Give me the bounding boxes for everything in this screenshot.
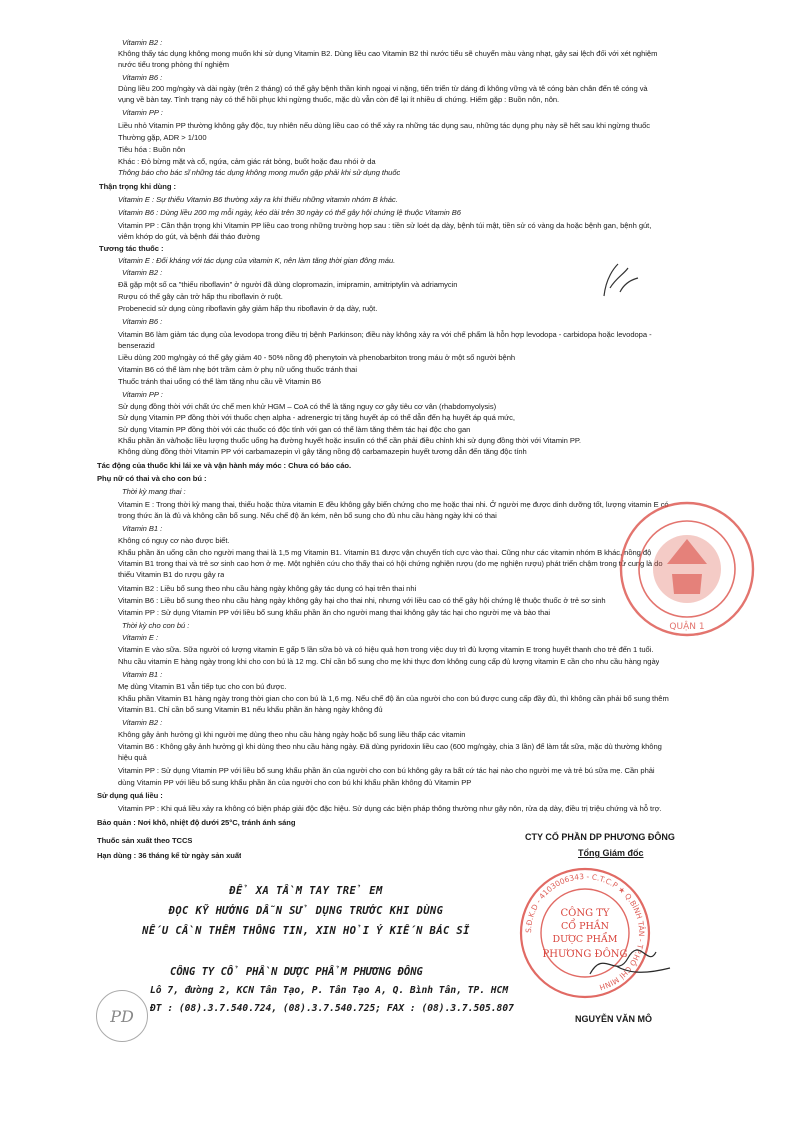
footer-phone: ĐT : (08).3.7.540.724, (08).3.7.540.725; FAX : (08).3.7.505.807	[150, 1003, 514, 1014]
svg-text:DƯỢC PHẨM: DƯỢC PHẨM	[552, 934, 618, 945]
text-line: dùng Vitamin PP với liều bổ sung khẩu phần ăn của người cho con bú khi khẩu phần không đủ Vitamin PP	[118, 778, 472, 787]
company-seal-mid	[612, 494, 762, 644]
signer-title: Tổng Giám đốc	[578, 848, 644, 858]
svg-text:QUẬN 1: QUẬN 1	[669, 622, 705, 632]
text-line: Vitamin PP : Khi quá liều xảy ra không có biện pháp giải độc đặc hiệu. Sử dụng các biện pháp thông thường như gây nôn, rửa dạ dày, điều trị triệu chứng và hỗ trợ.	[118, 804, 662, 813]
text-line: Vitamin B1. Chỉ cần bổ sung Vitamin B1 nếu khẩu phần ăn hàng ngày không đủ	[118, 705, 383, 714]
text-line: Sử dụng Vitamin PP đồng thời với các thuốc có độc tính với gan có thể làm tăng thêm tác hại độc cho gan	[118, 425, 471, 434]
text-line: Vitamin PP :	[122, 108, 163, 117]
text-line: Không dùng đồng thời Vitamin PP với carbamazepin vì gây tăng nồng độ carbamazepin huyết tương dẫn đến tăng độc tính	[118, 447, 527, 456]
text-line: Sử dụng đồng thời với chất ức chế men khử HGM – CoA có thể là tăng nguy cơ gây tiêu cơ vân (rhabdomyolysis)	[118, 402, 497, 411]
text-line: Sử dụng Vitamin PP đồng thời với thuốc chẹn alpha - adrenergic trị tăng huyết áp có thể dẫn đến hạ huyết áp quá mức,	[118, 413, 515, 422]
text-line: Liều dùng 200 mg/ngày có thể gây giảm 40 - 50% nồng độ phenytoin và phenobarbiton trong máu ở một số người bệnh	[118, 353, 516, 362]
text-line: Không thấy tác dụng không mong muốn khi sử dụng Vitamin B2. Dùng liều cao Vitamin B2 thì nước tiểu sẽ chuyển màu vàng nhạt, gây sai lệch đối với xét nghiệm	[118, 49, 658, 58]
text-line: Vitamin B6 :	[122, 317, 163, 326]
text-line: Không có nguy cơ nào được biết.	[118, 536, 230, 545]
text-line: Phụ nữ có thai và cho con bú :	[97, 474, 207, 483]
text-line: thiếu Vitamin B1 do rượu gây ra	[118, 570, 225, 579]
company-logo: PD	[96, 990, 148, 1042]
text-line: Dùng liều 200 mg/ngày và dài ngày (trên 2 tháng) có thể gây bệnh thần kinh ngoại vi nặng, tiến triển từ dáng đi không vững và tê cóng bàn chân đến tê cóng và	[118, 84, 648, 93]
signer-company: CTY CỔ PHẦN DP PHƯƠNG ĐÔNG	[525, 832, 675, 842]
text-line: Nhu cầu vitamin E hàng ngày trong khi cho con bú là 12 mg. Chỉ cần bổ sung cho mẹ khi thực đơn không cung cấp đủ lượng vitamin E cần cho nhu cầu hàng ngày	[118, 657, 660, 666]
text-line: Hạn dùng : 36 tháng kể từ ngày sản xuất	[97, 851, 242, 860]
text-line: Thận trọng khi dùng :	[99, 182, 176, 191]
text-line: Vitamin E : Sự thiếu Vitamin B6 thường xảy ra khi thiếu những vitamin nhóm B khác.	[118, 195, 398, 204]
text-line: Vitamin B2 :	[122, 718, 163, 727]
text-line: Vitamin B1 trong thai và trẻ sơ sinh cao hơn ở mẹ. Một nghiên cứu cho thấy thai có hội chứng nghiện rượu (do mẹ nghiện rượu) phát triển chậm trong tử cung là do	[118, 559, 663, 568]
text-line: Thuốc tránh thai uống có thể làm tăng nhu cầu về Vitamin B6	[118, 377, 321, 386]
handwritten-signature	[586, 944, 676, 984]
text-line: Đã gặp một số ca "thiếu riboflavin" ở người đã dùng clopromazin, imipramin, amitriptylin và adriamycin	[118, 280, 458, 289]
text-line: Vitamin PP : Sử dụng Vitamin PP với liều bổ sung khẩu phần ăn của người cho con bú không gây ra bất cứ tác hại nào cho người mẹ và trẻ bú sữa mẹ. Cần phải	[118, 766, 655, 775]
text-line: Khẩu phần ăn uống cần cho người mang thai là 1,5 mg Vitamin B1. Vitamin B1 được vận chuyển tích cực vào thai. Cũng như các vitamin nhóm B khác, nồng độ	[118, 548, 652, 557]
text-line: Tiêu hóa : Buồn nôn	[118, 145, 186, 154]
svg-text:CỔ PHẦN: CỔ PHẦN	[561, 921, 609, 932]
text-line: Rượu có thể gây cản trở hấp thu riboflavin ở ruột.	[118, 292, 283, 301]
text-line: Vitamin B1 :	[122, 524, 163, 533]
text-line: Thông báo cho bác sĩ những tác dụng không mong muốn gặp phải khi sử dụng thuốc	[118, 168, 401, 177]
warning-keep-away: ĐỂ XA TẦM TAY TRẺ EM	[229, 885, 383, 897]
text-line: Thuốc sản xuất theo TCCS	[97, 836, 193, 845]
text-line: Vitamin B6 làm giảm tác dụng của levodopa trong điều trị bệnh Parkinson; điều này không xảy ra với chế phẩm là hỗn hợp levodopa - carbidopa hoặc levodopa -	[118, 330, 652, 339]
text-line: Vitamin B1 :	[122, 670, 163, 679]
text-line: Khác : Đỏ bừng mặt và cổ, ngứa, cảm giác rát bỏng, buốt hoặc đau nhói ở da	[118, 157, 376, 166]
text-line: Vitamin B6 : Không gây ảnh hưởng gì khi dùng theo nhu cầu hàng ngày. Đã dùng pyridoxin liều cao (600 mg/ngày, chia 3 lần) để làm tắt sữa, mặc dù thường không	[118, 742, 662, 751]
text-line: Vitamin B6 : Liều bổ sung theo nhu cầu hàng ngày không gây hại cho thai nhi, nhưng với liều cao có thể gây hội chứng lệ thuộc thuốc ở trẻ sơ sinh	[118, 596, 606, 605]
text-line: Vitamin B2 : Liều bổ sung theo nhu cầu hàng ngày không gây tác dụng có hại trên thai nhi	[118, 584, 417, 593]
text-line: Không gây ảnh hưởng gì khi người mẹ dùng theo nhu cầu hàng ngày hoặc bổ sung liều thấp các vitamin	[118, 730, 466, 739]
text-line: Tác động của thuốc khi lái xe và vận hành máy móc : Chưa có báo cáo.	[97, 461, 352, 470]
text-line: Thời kỳ mang thai :	[122, 487, 186, 496]
text-line: Mẹ dùng Vitamin B1 vẫn tiếp tục cho con bú được.	[118, 682, 287, 691]
text-line: Vitamin B6 có thể làm nhẹ bớt trầm cảm ở phụ nữ uống thuốc tránh thai	[118, 365, 357, 374]
handwritten-initials	[596, 258, 646, 303]
text-line: Tương tác thuốc :	[99, 244, 164, 253]
signer-name: NGUYỄN VĂN MÔ	[575, 1014, 653, 1024]
text-line: Vitamin E : Đối kháng với tác dụng của vitamin K, nên làm tăng thời gian đông máu.	[118, 256, 396, 265]
text-line: Vitamin PP :	[122, 390, 163, 399]
text-line: Vitamin PP : Sử dụng Vitamin PP với liều bổ sung khẩu phần ăn cho người mang thai không gây tác hại cho người mẹ và bào thai	[118, 608, 551, 617]
text-line: Vitamin E :	[122, 633, 159, 642]
svg-text:PHƯƠNG ĐÔNG: PHƯƠNG ĐÔNG	[542, 949, 628, 960]
text-line: Vitamin E vào sữa. Sữa người có lượng vitamin E gấp 5 lần sữa bò và có hiệu quả hơn trong việc duy trì đủ lượng vitamin E trong huyết thanh cho trẻ đến 1 tuổi.	[118, 645, 654, 654]
text-line: trong thức ăn là đủ và không cần bổ sung. Nếu chế độ ăn kém, nên bổ sung cho đủ nhu cầu hàng ngày khi có thai	[118, 511, 497, 520]
text-line: Probenecid sử dụng cùng riboflavin gây giảm hấp thu riboflavin ở dạ dày, ruột.	[118, 304, 378, 313]
footer-company: CÔNG TY CỔ PHẦN DƯỢC PHẨM PHƯƠNG ĐÔNG	[170, 966, 423, 978]
text-line: Sử dụng quá liều :	[97, 791, 163, 800]
text-line: Vitamin B6 :	[122, 73, 163, 82]
text-line: viêm khớp do gút, và bệnh đái tháo đường	[118, 232, 260, 241]
text-line: Khẩu phần ăn và/hoặc liều lượng thuốc uống hạ đường huyết hoặc insulin có thể cần phải điều chỉnh khi sử dụng đồng thời với Vitamin PP.	[118, 436, 581, 445]
text-line: Vitamin B6 : Dùng liều 200 mg mỗi ngày, kéo dài trên 30 ngày có thể gây hội chứng lệ thuộc Vitamin B6	[118, 208, 461, 217]
text-line: Vitamin PP : Cần thận trọng khi Vitamin PP liều cao trong những trường hợp sau : tiền sử loét dạ dày, bệnh túi mật, tiền sử có vàng da hoặc bệnh gan, bệnh gút,	[118, 221, 652, 230]
svg-text:S.Đ.K.D - 4103006343 - C.T.C.P: S.Đ.K.D - 4103006343 - C.T.C.P ★ Q.BÌNH TÂN - TP.HỒ CHÍ MINH	[523, 871, 647, 992]
text-line: hiệu quả	[118, 753, 147, 762]
text-line: benserazid	[118, 341, 155, 350]
text-line: Vitamin B2 :	[122, 38, 163, 47]
footer-address: Lô 7, đường 2, KCN Tân Tạo, P. Tân Tạo A, Q. Bình Tân, TP. HCM	[150, 985, 509, 996]
text-line: Liều nhỏ Vitamin PP thường không gây độc, tuy nhiên nếu dùng liều cao có thể xảy ra những tác dụng sau, những tác dụng phụ này sẽ hết sau khi ngừng thuốc	[118, 121, 651, 130]
text-line: Thời kỳ cho con bú :	[122, 621, 190, 630]
svg-text:CÔNG TY: CÔNG TY	[560, 908, 610, 919]
text-line: vụng về bàn tay. Tình trạng này có thể hồi phục khi ngừng thuốc, mặc dù vẫn còn để lại ít nhiều di chứng. Hiếm gặp : Buồn nôn, nôn.	[118, 95, 560, 104]
warning-read-instructions: ĐỌC KỸ HƯỚNG DẪN SỬ DỤNG TRƯỚC KHI DÙNG	[168, 905, 444, 917]
text-line: Thường gặp, ADR > 1/100	[118, 133, 207, 142]
text-line: Bảo quản : Nơi khô, nhiệt độ dưới 25°C, tránh ánh sáng	[97, 818, 296, 827]
text-line: Vitamin E : Trong thời kỳ mang thai, thiếu hoặc thừa vitamin E đều không gây biến chứng cho mẹ hoặc thai nhi. Ở người mẹ được dinh dưỡng tốt, lượng vitamin E có	[118, 500, 669, 509]
text-line: Vitamin B2 :	[122, 268, 163, 277]
text-line: nước tiểu trong phòng thí nghiệm	[118, 60, 230, 69]
warning-ask-doctor: NẾU CẦN THÊM THÔNG TIN, XIN HỎI Ý KIẾN BÁC SĨ	[142, 925, 470, 937]
text-line: Khẩu phần Vitamin B1 hàng ngày trong thời gian cho con bú là 1,6 mg. Nếu chế độ ăn của người cho con bú được cung cấp đầy đủ, thì không cần phải bổ sung thêm	[118, 694, 669, 703]
